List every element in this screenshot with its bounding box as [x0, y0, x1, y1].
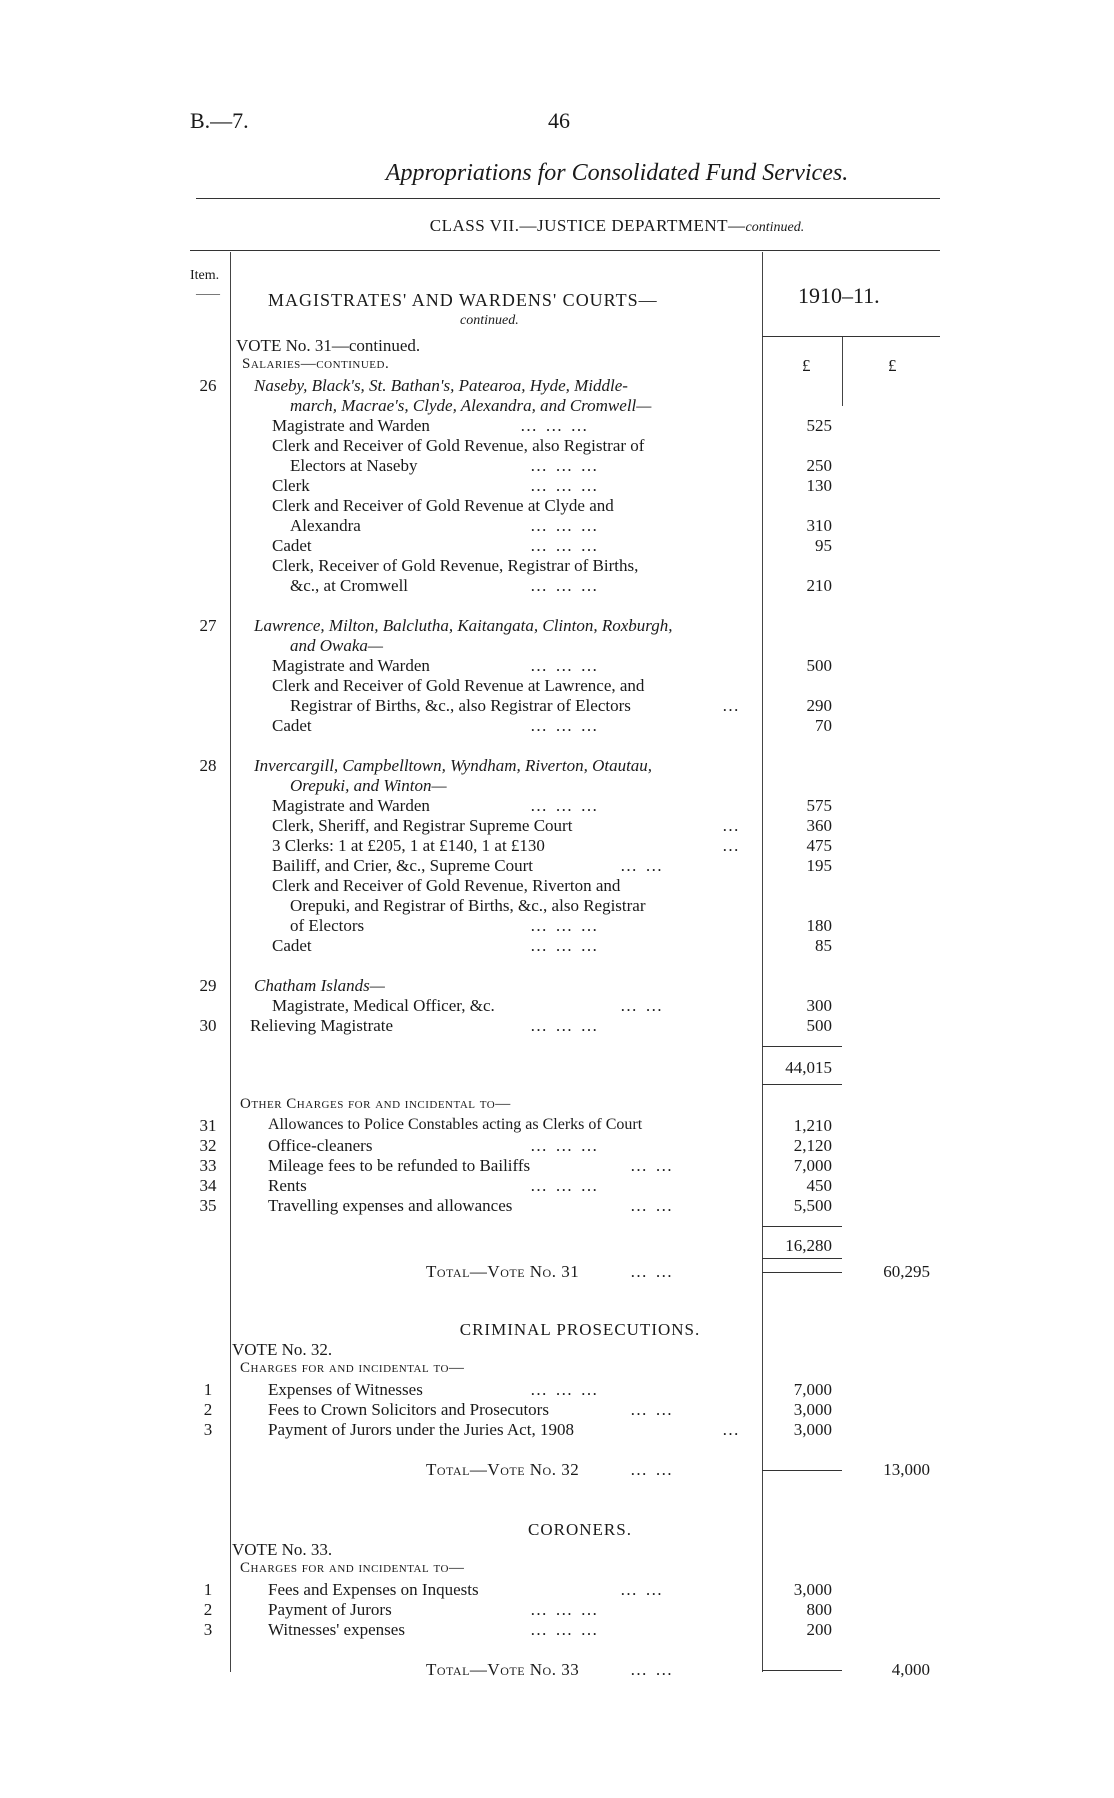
table-row [0, 396, 1114, 416]
table-row [0, 976, 1114, 996]
subtotal-rule-1 [762, 1046, 842, 1047]
table-row [0, 576, 1114, 596]
table-row [0, 716, 1114, 736]
table-row [0, 536, 1114, 556]
amount: 525 [806, 416, 832, 435]
amount: 195 [806, 856, 832, 875]
total-vote-33 [0, 1660, 1114, 1680]
table-row [0, 776, 1114, 796]
line-text: Clerk, Receiver of Gold Revenue, Registrar of Births, [272, 556, 639, 575]
amount: 450 [806, 1176, 832, 1195]
table-row [0, 1176, 1114, 1196]
leader-dots: … … … [530, 476, 600, 495]
amount: 300 [806, 996, 832, 1015]
table-row [0, 636, 1114, 656]
line-text: Total—Vote No. 32 [426, 1460, 580, 1479]
vote-total: 60,295 [883, 1262, 930, 1281]
line-text: Clerk and Receiver of Gold Revenue at Lawrence, and [272, 676, 645, 695]
line-text: Total—Vote No. 31 [426, 1262, 580, 1281]
document-reference: B.—7. [190, 108, 249, 133]
line-text: Invercargill, Campbelltown, Wyndham, Riverton, Otautau, [254, 756, 653, 775]
table-row [0, 756, 1114, 776]
total-vote-32 [0, 1460, 1114, 1480]
amount: 7,000 [793, 1156, 832, 1175]
amount: 95 [815, 536, 832, 555]
item-number: 1 [203, 1380, 213, 1399]
amount: 800 [806, 1600, 832, 1619]
table-row [0, 1116, 1114, 1136]
total-rule-32 [762, 1470, 842, 1471]
leader-dots: … … … [530, 1620, 600, 1639]
vote-33-heading [0, 1540, 1114, 1560]
table-row [0, 856, 1114, 876]
leader-dots: … … [620, 996, 665, 1015]
table-row [0, 1136, 1114, 1156]
amount: 475 [806, 836, 832, 855]
line-text: Payment of Jurors under the Juries Act, 1908 [268, 1420, 574, 1439]
line-text: Magistrate and Warden [272, 656, 430, 675]
leader-dots: … … [630, 1660, 675, 1679]
line-text: Electors at Naseby [290, 456, 418, 475]
table-row [0, 996, 1114, 1016]
item-number: 34 [199, 1176, 217, 1195]
leader-dots: … … … [530, 936, 600, 955]
table-row [0, 1196, 1114, 1216]
item-column-dash: —— [196, 286, 220, 300]
table-row [0, 1600, 1114, 1620]
table-row [0, 1380, 1114, 1400]
line-text: march, Macrae's, Clyde, Alexandra, and Cromwell— [290, 396, 652, 415]
line-text: Allowances to Police Constables acting as Clerks of Court [268, 1116, 643, 1133]
line-text: Relieving Magistrate [250, 1016, 394, 1035]
amount: 250 [806, 456, 832, 475]
table-row [0, 416, 1114, 436]
section-heading-continued: continued. [460, 313, 519, 328]
total-vote-31 [0, 1262, 1114, 1282]
leader-dots: … … [630, 1196, 675, 1215]
total-rule-31 [762, 1272, 842, 1273]
line-text: Cadet [272, 536, 312, 555]
subtotal-rule-4 [762, 1258, 842, 1259]
page-number: 46 [548, 108, 570, 133]
amount: 200 [806, 1620, 832, 1639]
line-text: Cadet [272, 936, 312, 955]
item-number: 29 [199, 976, 217, 995]
table-row [0, 836, 1114, 856]
pound-sign-total: £ [888, 356, 897, 375]
line-text: VOTE No. 32. [232, 1340, 333, 1359]
leader-dots: … … … [530, 1136, 600, 1155]
amount: 130 [806, 476, 832, 495]
leader-dots: … [722, 816, 741, 835]
other-charges-heading [0, 1096, 1114, 1116]
amount: 500 [806, 656, 832, 675]
leader-dots: … … … [530, 1380, 600, 1399]
item-number: 27 [199, 616, 217, 635]
line-text: Orepuki, and Registrar of Births, &c., also Registrar [290, 896, 646, 915]
leader-dots: … … … [530, 1016, 600, 1035]
section-heading-criminal-prosecutions [0, 1320, 1114, 1340]
table-row [0, 1620, 1114, 1640]
line-text: VOTE No. 33. [232, 1540, 333, 1559]
subtotal-other-charges [0, 1236, 1114, 1256]
class-heading [0, 216, 1114, 236]
item-number: 26 [199, 376, 217, 395]
table-row [0, 936, 1114, 956]
line-text: Fees to Crown Solicitors and Prosecutors [268, 1400, 549, 1419]
amount: 1,210 [793, 1116, 832, 1135]
amount: 85 [815, 936, 832, 955]
line-text: Travelling expenses and allowances [268, 1196, 513, 1215]
leader-dots: … … [620, 1580, 665, 1599]
table-row [0, 1016, 1114, 1036]
leader-dots: … … … [530, 1600, 600, 1619]
total-rule-33 [762, 1670, 842, 1671]
leader-dots: … … … [530, 576, 600, 595]
amount: 210 [806, 576, 832, 595]
line-text: Cadet [272, 716, 312, 735]
item-number: 2 [203, 1600, 213, 1619]
amount: 3,000 [793, 1420, 832, 1439]
table-row [0, 916, 1114, 936]
table-row [0, 516, 1114, 536]
leader-dots: … … [630, 1156, 675, 1175]
leader-dots: … … [630, 1400, 675, 1419]
item-number: 30 [199, 1016, 217, 1035]
item-column-header: Item. [190, 268, 220, 283]
table-row [0, 1156, 1114, 1176]
line-text: 3 Clerks: 1 at £205, 1 at £140, 1 at £130 [272, 836, 545, 855]
leader-dots: … … … [530, 456, 600, 475]
table-row [0, 876, 1114, 896]
line-text: CRIMINAL PROSECUTIONS. [459, 1320, 701, 1339]
table-row [0, 656, 1114, 676]
table-row [0, 496, 1114, 516]
line-text: Mileage fees to be refunded to Bailiffs [268, 1156, 531, 1175]
item-number: 28 [199, 756, 217, 775]
leader-dots: … … [630, 1262, 675, 1281]
line-text: Salaries—continued. [242, 356, 390, 372]
line-text: Witnesses' expenses [268, 1620, 405, 1639]
leader-dots: … … … [530, 656, 600, 675]
leader-dots: … … … [520, 416, 590, 435]
class-heading-cont: continued. [745, 220, 805, 235]
table-row [0, 1400, 1114, 1420]
amount: 5,500 [793, 1196, 832, 1215]
line-text: Charges for and incidental to— [240, 1360, 465, 1376]
amount: 3,000 [793, 1580, 832, 1599]
subtotal-rule-3 [762, 1226, 842, 1227]
class-heading-main: CLASS VII.—JUSTICE DEPARTMENT— [429, 216, 746, 235]
line-text: Payment of Jurors [268, 1600, 392, 1619]
item-number: 3 [203, 1620, 213, 1639]
line-text: Chatham Islands— [254, 976, 385, 995]
amount: 44,015 [785, 1058, 832, 1077]
table-row [0, 1420, 1114, 1440]
amount: 310 [806, 516, 832, 535]
vote-total: 4,000 [891, 1660, 930, 1679]
vote-31-heading [0, 336, 1114, 356]
leader-dots: … … [630, 1460, 675, 1479]
leader-dots: … … … [530, 536, 600, 555]
line-text: Charges for and incidental to— [240, 1560, 465, 1576]
table-row [0, 796, 1114, 816]
line-text: of Electors [290, 916, 365, 935]
salaries-heading [0, 356, 1114, 376]
amount: 16,280 [785, 1236, 832, 1255]
table-row [0, 676, 1114, 696]
line-text: Fees and Expenses on Inquests [268, 1580, 479, 1599]
line-text: Naseby, Black's, St. Bathan's, Patearoa, Hyde, Middle- [254, 376, 628, 395]
pound-sign-amount: £ [802, 356, 811, 375]
year-column-header: 1910–11. [798, 283, 880, 308]
section-heading-magistrates: MAGISTRATES' AND WARDENS' COURTS— [268, 290, 658, 310]
amount: 7,000 [793, 1380, 832, 1399]
line-text: Rents [268, 1176, 307, 1195]
leader-dots: … [722, 836, 741, 855]
leader-dots: … … … [530, 516, 600, 535]
item-number: 1 [203, 1580, 213, 1599]
subtotal-rule-2 [762, 1084, 842, 1085]
leader-dots: … … … [530, 1176, 600, 1195]
table-top-rule [190, 250, 940, 251]
amount: 290 [806, 696, 832, 715]
table-row [0, 696, 1114, 716]
line-text: and Owaka— [290, 636, 384, 655]
vote-32-heading [0, 1340, 1114, 1360]
line-text: Total—Vote No. 33 [426, 1660, 580, 1679]
line-text: Orepuki, and Winton— [290, 776, 447, 795]
vote-total: 13,000 [883, 1460, 930, 1479]
line-text: Office-cleaners [268, 1136, 373, 1155]
amount: 360 [806, 816, 832, 835]
line-text: Clerk and Receiver of Gold Revenue at Clyde and [272, 496, 614, 515]
line-text: Clerk and Receiver of Gold Revenue, Riverton and [272, 876, 621, 895]
line-text: Registrar of Births, &c., also Registrar of Electors [290, 696, 631, 715]
line-text: Magistrate, Medical Officer, &c. [272, 996, 495, 1015]
charges-33-heading [0, 1560, 1114, 1580]
item-number: 2 [203, 1400, 213, 1419]
leader-dots: … … … [530, 796, 600, 815]
leader-dots: … [722, 696, 741, 715]
charges-32-heading [0, 1360, 1114, 1380]
item-number: 32 [199, 1136, 217, 1155]
line-text: Magistrate and Warden [272, 796, 430, 815]
table-row [0, 1580, 1114, 1600]
line-text: &c., at Cromwell [290, 576, 409, 595]
leader-dots: … … … [530, 716, 600, 735]
line-text: Bailiff, and Crier, &c., Supreme Court [272, 856, 534, 875]
item-number: 35 [199, 1196, 217, 1215]
section-heading-coroners [0, 1520, 1114, 1540]
leader-dots: … … [620, 856, 665, 875]
line-text: Other Charges for and incidental to— [240, 1096, 511, 1112]
table-row [0, 476, 1114, 496]
table-row [0, 896, 1114, 916]
table-row [0, 436, 1114, 456]
item-number: 31 [199, 1116, 217, 1135]
title-rule [196, 198, 940, 199]
table-row [0, 456, 1114, 476]
subtotal-salaries [0, 1058, 1114, 1078]
line-text: Clerk [272, 476, 310, 495]
page-title: Appropriations for Consolidated Fund Services. [385, 160, 849, 186]
amount: 2,120 [793, 1136, 832, 1155]
item-number: 3 [203, 1420, 213, 1439]
line-text: CORONERS. [528, 1520, 632, 1539]
item-number: 33 [199, 1156, 217, 1175]
line-text: Expenses of Witnesses [268, 1380, 423, 1399]
amount: 3,000 [793, 1400, 832, 1419]
line-text: Alexandra [290, 516, 361, 535]
leader-dots: … [722, 1420, 741, 1439]
amount: 70 [815, 716, 832, 735]
amount: 500 [806, 1016, 832, 1035]
line-text: VOTE No. 31—continued. [236, 336, 421, 355]
line-text: Clerk and Receiver of Gold Revenue, also Registrar of [272, 436, 645, 455]
amount: 180 [806, 916, 832, 935]
table-row [0, 556, 1114, 576]
table-row [0, 616, 1114, 636]
leader-dots: … … … [530, 916, 600, 935]
amount: 575 [806, 796, 832, 815]
table-row [0, 376, 1114, 396]
line-text: Magistrate and Warden [272, 416, 430, 435]
line-text: Lawrence, Milton, Balclutha, Kaitangata, Clinton, Roxburgh, [254, 616, 673, 635]
line-text: Clerk, Sheriff, and Registrar Supreme Court [272, 816, 573, 835]
table-row [0, 816, 1114, 836]
